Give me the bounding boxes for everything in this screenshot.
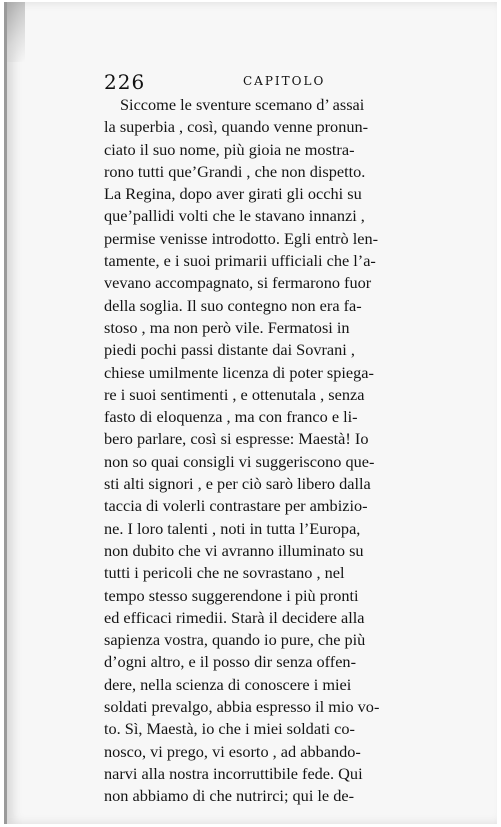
text-line: d’ogni altro, e il posso dir senza offen- <box>104 652 356 672</box>
text-line: sapienza vostra, quando io pure, che più <box>104 630 366 650</box>
text-line: bero parlare, così si espresse: Maestà! Io <box>104 429 369 449</box>
text-line: fasto di eloquenza , ma con franco e li- <box>104 407 358 427</box>
text-line: chiese umilmente licenza di poter spiega- <box>104 362 374 382</box>
text-line: stoso , ma non però vile. Fermatosi in <box>104 317 350 337</box>
text-line: tempo stesso suggerendone i più pronti <box>104 585 359 605</box>
text-line: to. Sì, Maestà, io che i miei soldati co- <box>104 719 355 739</box>
text-line: sti alti signori , e per ciò sarò libero dalla <box>104 474 371 494</box>
text-line: ed efficaci rimedii. Starà il decidere alla <box>104 607 365 627</box>
page-number: 226 <box>104 70 146 94</box>
text-line: re i suoi sentimenti , e ottenutala , senza <box>104 384 365 404</box>
text-line: vevano accompagnato, si fermarono fuor <box>104 273 372 293</box>
body-text <box>104 94 444 808</box>
text-line: que’pallidi volti che le stavano innanzi , <box>104 206 365 226</box>
text-line: non abbiamo di che nutrirci; qui le de- <box>104 786 355 806</box>
text-line: piedi pochi passi distante dai Sovrani , <box>104 340 355 360</box>
text-line: tutti i pericoli che ne sovrastano , nel <box>104 563 345 583</box>
page-edge-shadow <box>7 2 25 62</box>
text-line: rono tutti que’Grandi , che non dispetto. <box>104 161 366 181</box>
text-line: della soglia. Il suo contegno non era fa- <box>104 295 362 315</box>
text-line: narvi alla nostra incorruttibile fede. Qui <box>104 763 363 783</box>
page-header <box>104 70 453 92</box>
running-head: CAPITOLO <box>243 74 326 88</box>
text-line: nosco, vi prego, vi esorto , ad abbando- <box>104 741 361 761</box>
text-line: taccia di volerli contrastare per ambizio- <box>104 496 368 516</box>
text-line: ciato il suo nome, più gioia ne mostra- <box>104 139 355 159</box>
text-line: La Regina, dopo aver girati gli occhi su <box>104 184 362 204</box>
text-line: dere, nella scienza di conoscere i miei <box>104 674 352 694</box>
text-line: soldati prevalgo, abbia espresso il mio vo- <box>104 697 380 717</box>
text-line: permise venisse introdotto. Egli entrò len- <box>104 228 379 248</box>
text-line: tamente, e i suoi primarii ufficiali che l’a- <box>104 251 376 271</box>
text-line: Siccome le sventure scemano d’ assai <box>120 95 365 114</box>
text-line: non so quai consigli vi suggeriscono que- <box>104 451 375 471</box>
text-line: non dubito che vi avranno illuminato su <box>104 540 364 560</box>
text-line: ne. I loro talenti , noti in tutta l’Europa, <box>104 518 361 538</box>
text-line: la superbia , così, quando venne pronun- <box>104 117 369 137</box>
